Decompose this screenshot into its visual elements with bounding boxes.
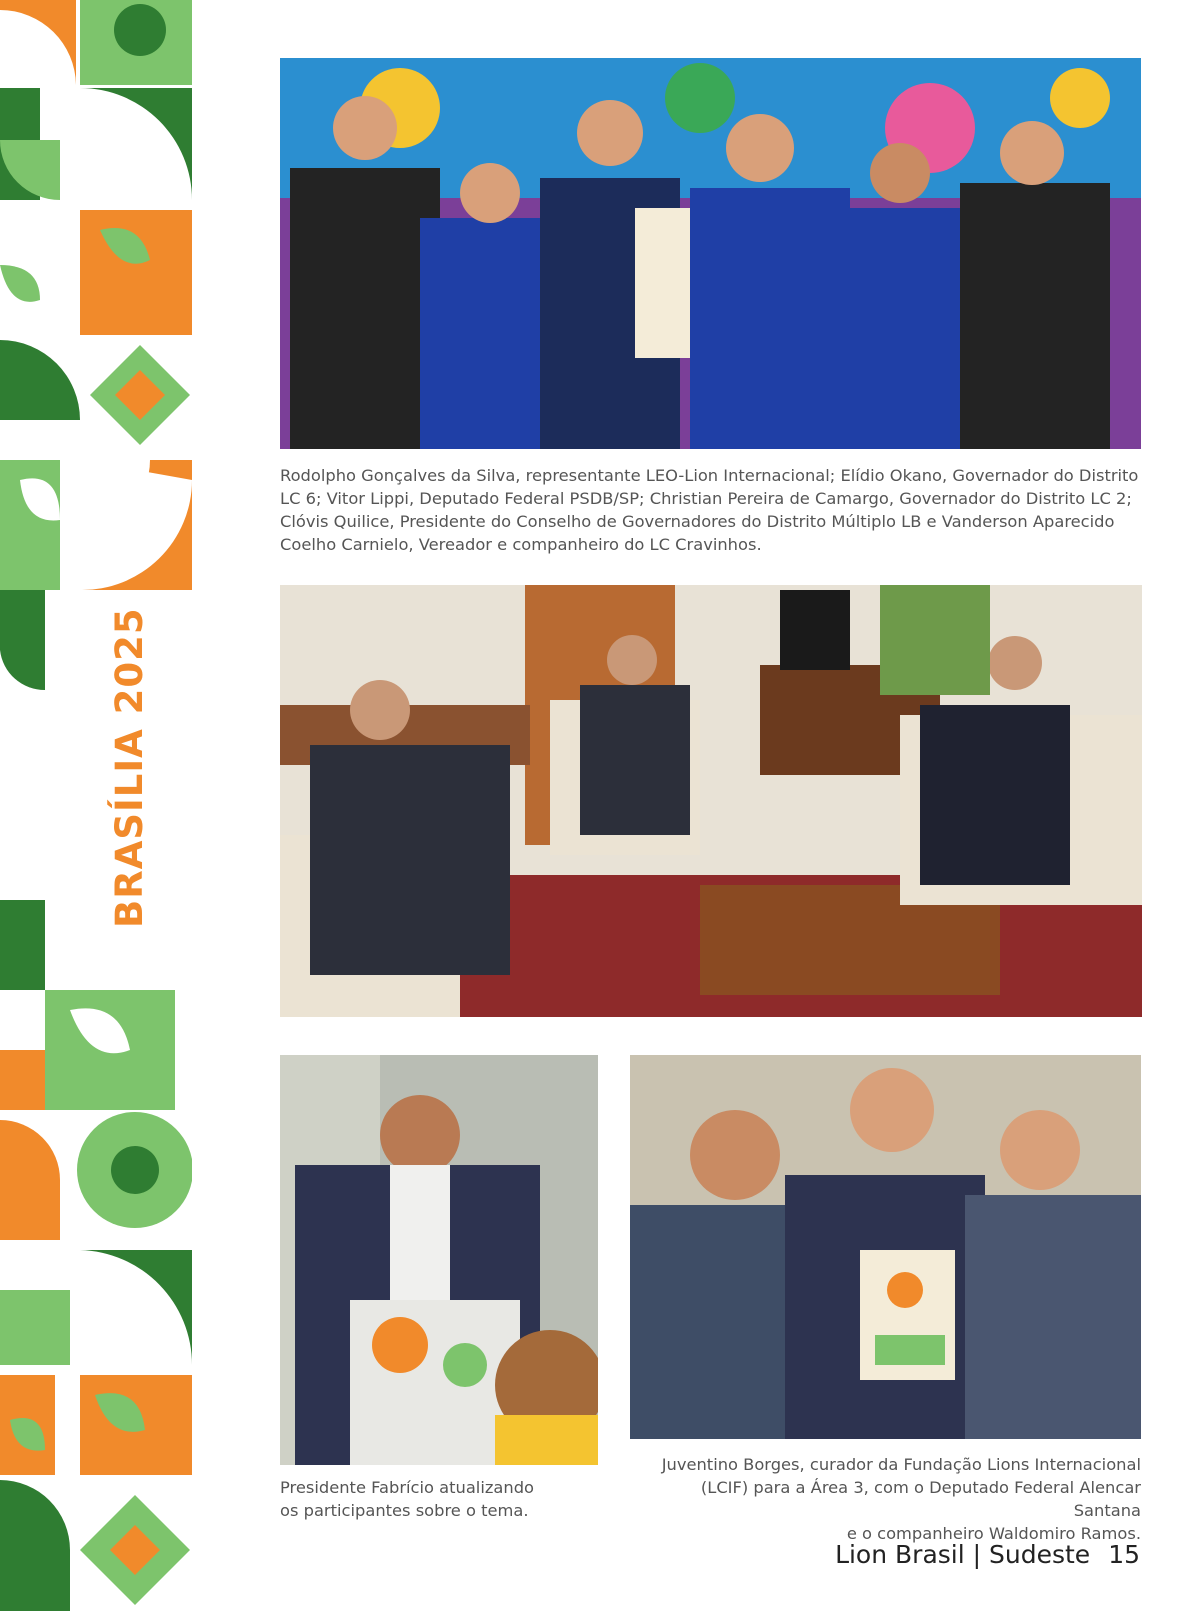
caption-line: (LCIF) para a Área 3, com o Deputado Federal Alencar Santana: [700, 1478, 1141, 1520]
caption-line: os participantes sobre o tema.: [280, 1501, 529, 1520]
caption-line: Juventino Borges, curador da Fundação Lions Internacional: [661, 1455, 1141, 1474]
page-number: 15: [1108, 1540, 1140, 1569]
caption-line: Presidente Fabrício atualizando: [280, 1478, 534, 1497]
page-footer: [835, 1540, 1140, 1569]
vertical-section-title: BRASÍLIA 2025: [108, 607, 151, 928]
publication-name: Lion Brasil | Sudeste: [835, 1540, 1091, 1569]
top-photo-caption: [280, 464, 1160, 556]
trio-photo: [630, 1055, 1141, 1439]
caption-line: e o companheiro Waldomiro Ramos.: [846, 1524, 1141, 1543]
caption-line: Clóvis Quilice, Presidente do Conselho de Governadores do Distrito Múltiplo LB e Vanderson Aparecido: [280, 512, 1115, 531]
trio-photo-caption: [630, 1453, 1141, 1545]
group-photo-icon: [280, 58, 1141, 449]
trio-photo-icon: [630, 1055, 1141, 1439]
meeting-photo-icon: [280, 585, 1142, 1017]
caption-line: Coelho Carnielo, Vereador e companheiro do LC Cravinhos.: [280, 535, 762, 554]
group-photo: [280, 58, 1141, 449]
meeting-photo: [280, 585, 1142, 1017]
decorative-pattern-band: [0, 0, 192, 1611]
speaker-photo-icon: [280, 1055, 598, 1465]
speaker-photo: [280, 1055, 598, 1465]
caption-line: LC 6; Vitor Lippi, Deputado Federal PSDB/SP; Christian Pereira de Camargo, Governador do Distrito LC 2;: [280, 489, 1132, 508]
caption-line: Rodolpho Gonçalves da Silva, representante LEO-Lion Internacional; Elídio Okano, Governador do Distrito: [280, 466, 1139, 485]
speaker-photo-caption: [280, 1476, 600, 1522]
